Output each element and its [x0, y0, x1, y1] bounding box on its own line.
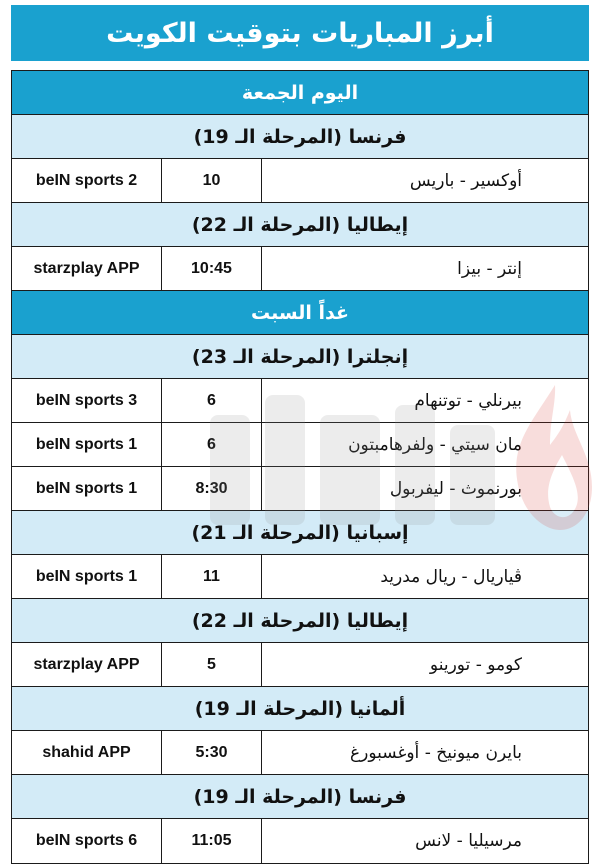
day-header: غداً السبت — [12, 291, 588, 335]
match-schedule-table — [11, 70, 589, 864]
league-header: إيطاليا (المرحلة الـ 22) — [12, 599, 588, 643]
match-row — [12, 467, 588, 511]
match-row — [12, 423, 588, 467]
match-teams: ڤياريال - ريال مدريد — [380, 566, 522, 587]
match-time: 5 — [162, 643, 262, 686]
match-time: 5:30 — [162, 731, 262, 774]
match-channel: beIN sports 2 — [12, 159, 162, 202]
match-teams: مرسيليا - لانس — [415, 831, 522, 851]
schedule-title: أبرز المباريات بتوقيت الكويت — [106, 17, 494, 49]
schedule-title-banner — [11, 5, 589, 61]
match-row — [12, 731, 588, 775]
match-row — [12, 379, 588, 423]
match-channel: shahid APP — [12, 731, 162, 774]
league-header: إنجلترا (المرحلة الـ 23) — [12, 335, 588, 379]
match-channel: beIN sports 6 — [12, 819, 162, 863]
match-teams: كومو - تورينو — [429, 654, 522, 675]
match-time: 6 — [162, 423, 262, 466]
match-row — [12, 643, 588, 687]
match-channel: starzplay APP — [12, 643, 162, 686]
match-teams: إنتر - بيزا — [457, 258, 522, 279]
match-row — [12, 819, 588, 863]
match-teams: أوكسير - باريس — [409, 170, 522, 191]
match-row — [12, 247, 588, 291]
league-header: ألمانيا (المرحلة الـ 19) — [12, 687, 588, 731]
league-header: إيطاليا (المرحلة الـ 22) — [12, 203, 588, 247]
match-teams: مان سيتي - ولفرهامبتون — [348, 434, 522, 455]
day-header: اليوم الجمعة — [12, 71, 588, 115]
league-header: فرنسا (المرحلة الـ 19) — [12, 775, 588, 819]
league-header: إسبانيا (المرحلة الـ 21) — [12, 511, 588, 555]
match-teams: بيرنلي - توتنهام — [414, 390, 522, 411]
match-time: 11:05 — [162, 819, 262, 863]
match-teams: بورنموث - ليفربول — [389, 478, 522, 499]
match-teams: بايرن ميونيخ - أوغسبورغ — [350, 742, 522, 763]
match-channel: beIN sports 1 — [12, 423, 162, 466]
match-channel: beIN sports 3 — [12, 379, 162, 422]
match-channel: beIN sports 1 — [12, 467, 162, 510]
match-time: 11 — [162, 555, 262, 598]
match-time: 8:30 — [162, 467, 262, 510]
match-channel: starzplay APP — [12, 247, 162, 290]
match-time: 10:45 — [162, 247, 262, 290]
match-row — [12, 555, 588, 599]
match-time: 6 — [162, 379, 262, 422]
match-channel: beIN sports 1 — [12, 555, 162, 598]
match-time: 10 — [162, 159, 262, 202]
league-header: فرنسا (المرحلة الـ 19) — [12, 115, 588, 159]
match-row — [12, 159, 588, 203]
